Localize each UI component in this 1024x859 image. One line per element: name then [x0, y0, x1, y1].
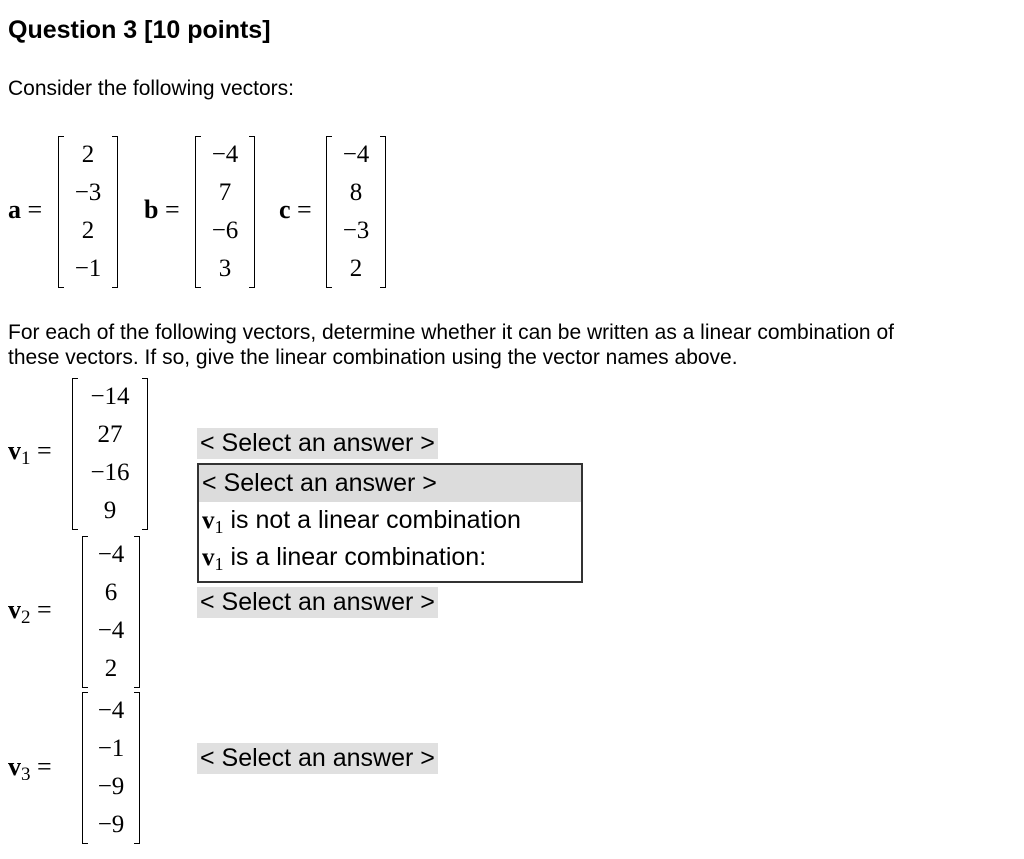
matrix-cell: −4 — [211, 141, 239, 168]
vector-v1-matrix — [72, 378, 148, 530]
question-title: Question 3 [10 points] — [8, 16, 271, 44]
answer-select-v1[interactable]: < Select an answer > — [197, 428, 438, 459]
matrix-cell: −14 — [90, 383, 130, 410]
vector-v2-label: $v_2$ = — [8, 595, 52, 628]
matrix-cell: 2 — [81, 141, 95, 168]
question-intro: Consider the following vectors: — [8, 77, 294, 100]
vector-a-label: a = — [8, 195, 43, 224]
matrix-cell: −1 — [97, 735, 125, 762]
matrix-cell: 2 — [81, 217, 95, 244]
vector-v2-matrix — [82, 536, 140, 688]
vector-v3-matrix — [82, 692, 140, 844]
answer-dropdown-list — [197, 463, 583, 583]
matrix-cell: −6 — [211, 217, 239, 244]
matrix-cell: 2 — [349, 255, 363, 282]
matrix-cell: −4 — [97, 697, 125, 724]
matrix-cell: −9 — [97, 773, 125, 800]
vector-b-label: b = — [144, 195, 180, 224]
matrix-cell: −9 — [97, 811, 125, 838]
matrix-cell: 27 — [97, 421, 123, 448]
matrix-cell: 9 — [103, 497, 117, 524]
matrix-cell: −16 — [90, 459, 130, 486]
dropdown-option-not-linear-combination[interactable]: $v_1$ is not a linear combination — [202, 506, 521, 537]
matrix-cell: 6 — [104, 579, 118, 606]
matrix-cell: −4 — [342, 141, 370, 168]
vector-c-label: c = — [279, 195, 312, 224]
vector-v3-label: $v_3$ = — [8, 752, 52, 785]
answer-select-v3[interactable]: < Select an answer > — [197, 743, 438, 774]
vector-b-matrix — [195, 136, 255, 288]
vector-c-matrix — [326, 136, 386, 288]
vector-v1-label: $v_1$ = — [8, 436, 52, 469]
matrix-cell: −1 — [74, 255, 102, 282]
matrix-cell: −3 — [74, 179, 102, 206]
dropdown-option-is-linear-combination[interactable]: $v_1$ is a linear combination: — [202, 543, 487, 574]
matrix-cell: 3 — [218, 255, 232, 282]
matrix-cell: −3 — [342, 217, 370, 244]
matrix-cell: 2 — [104, 655, 118, 682]
matrix-cell: 8 — [349, 179, 363, 206]
matrix-cell: −4 — [97, 541, 125, 568]
matrix-cell: −4 — [97, 617, 125, 644]
vector-a-matrix — [58, 136, 118, 288]
instructions-paragraph: For each of the following vectors, determine whether it can be written as a linear combination of these vectors. If so, give the linear combination using the vector names above. — [8, 321, 894, 369]
answer-select-v2[interactable]: < Select an answer > — [197, 587, 438, 618]
matrix-cell: 7 — [218, 179, 232, 206]
dropdown-option-placeholder[interactable]: < Select an answer > — [199, 465, 581, 502]
